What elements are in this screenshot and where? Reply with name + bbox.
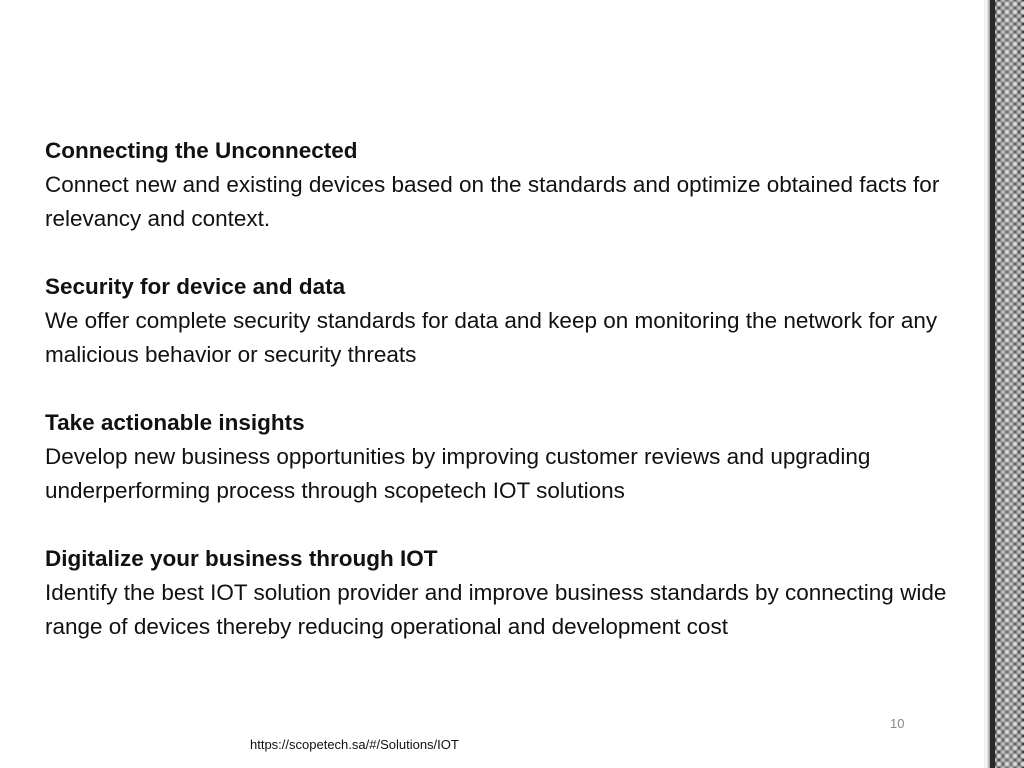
section-body: We offer complete security standards for data and keep on monitoring the network for any malicious behavior or security threats [45, 308, 938, 367]
decorative-side-border [984, 0, 1024, 768]
section-digitalize-your-business [45, 542, 985, 644]
section-heading: Connecting the Unconnected [45, 138, 358, 163]
section-body: Connect new and existing devices based on the standards and optimize obtained facts for relevancy and context. [45, 172, 940, 231]
section-heading: Take actionable insights [45, 410, 305, 435]
section-connecting-the-unconnected [45, 134, 985, 236]
page-number: 10 [890, 716, 905, 731]
slide-content [45, 134, 985, 678]
section-body: Develop new business opportunities by improving customer reviews and upgrading underperforming process through scopetech IOT solutions [45, 444, 871, 503]
section-heading: Security for device and data [45, 274, 346, 299]
section-take-actionable-insights [45, 406, 985, 508]
section-security-for-device-and-data [45, 270, 985, 372]
border-texture-pattern [995, 0, 1024, 768]
source-link[interactable]: https://scopetech.sa/#/Solutions/IOT [250, 737, 459, 752]
section-body: Identify the best IOT solution provider and improve business standards by connecting wide range of devices thereby reducing operational and development cost [45, 580, 947, 639]
section-heading: Digitalize your business through IOT [45, 546, 438, 571]
